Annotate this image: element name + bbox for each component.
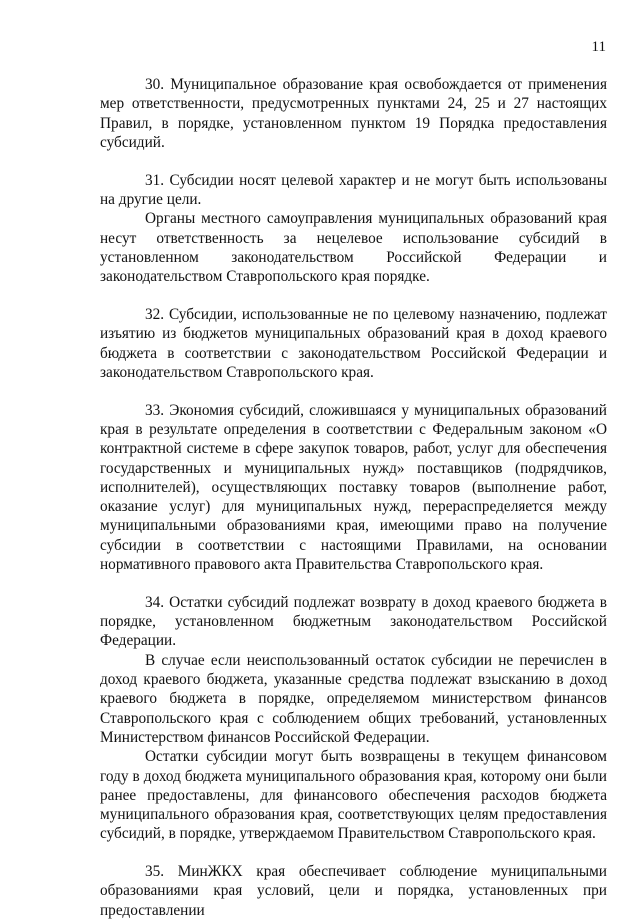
paragraph: Органы местного самоуправления муниципальных образований края несут ответственность за нецелевое использование субсидий в установленном законодательством Российской Федерации и законодательством Ставропольского края порядке. bbox=[100, 210, 607, 286]
paragraph: 30. Муниципальное образование края освобождается от применения мер ответственности, предусмотренных пунктами 24, 25 и 27 настоящих Правил, в порядке, установленном пунктом 19 Порядка предоставления субсидий. bbox=[100, 76, 607, 151]
paragraph: 31. Субсидии носят целевой характер и не могут быть использованы на другие цели. bbox=[100, 171, 607, 208]
paragraph: В случае если неиспользованный остаток субсидии не перечислен в доход краевого бюджета, указанные средства подлежат взысканию в доход краевого бюджета в порядке, определяемом министерством финансов Ставропольского края с соблюдением общих требований, установленных Министерством финансов Российской Федерации. bbox=[100, 651, 607, 746]
document-body bbox=[100, 75, 607, 920]
page-number: 11 bbox=[591, 39, 606, 55]
paragraph: Остатки субсидии могут быть возвращены в текущем финансовом году в доход бюджета муниципального образования края, которому они были ранее предоставлены, для финансового обеспечения расходов бюджета муниципального образования края, соответствующих целям предоставления субсидий, в порядке, утверждаемом Правительством Ставропольского края. bbox=[100, 748, 607, 843]
paragraph: 34. Остатки субсидий подлежат возврату в доход краевого бюджета в порядке, установленном бюджетным законодательством Российской Федерации. bbox=[100, 593, 607, 650]
paragraph: 33. Экономия субсидий, сложившаяся у муниципальных образований края в результате определения в соответствии с Федеральным законом «О контрактной системе в сфере закупок товаров, работ, услуг для обеспечения государственных и муниципальных нужд» поставщиков (подрядчиков, исполнителей), осуществляющих поставку товаров (выполнение работ, оказание услуг) для муниципальных нужд, перераспределяется между муниципальными образованиями края, имеющими право на получение субсидии в соответствии с настоящими Правилами, на основании нормативного правового акта Правительства Ставропольского края. bbox=[100, 401, 607, 574]
paragraph: 32. Субсидии, использованные не по целевому назначению, подлежат изъятию из бюджетов муниципальных образований края в доход краевого бюджета в соответствии с законодательством Российской Федерации и законодательством Ставропольского края. bbox=[100, 305, 607, 381]
paragraph: 35. МинЖКХ края обеспечивает соблюдение муниципальными образованиями края условий, цели и порядка, установленных при предоставлении bbox=[100, 863, 607, 919]
